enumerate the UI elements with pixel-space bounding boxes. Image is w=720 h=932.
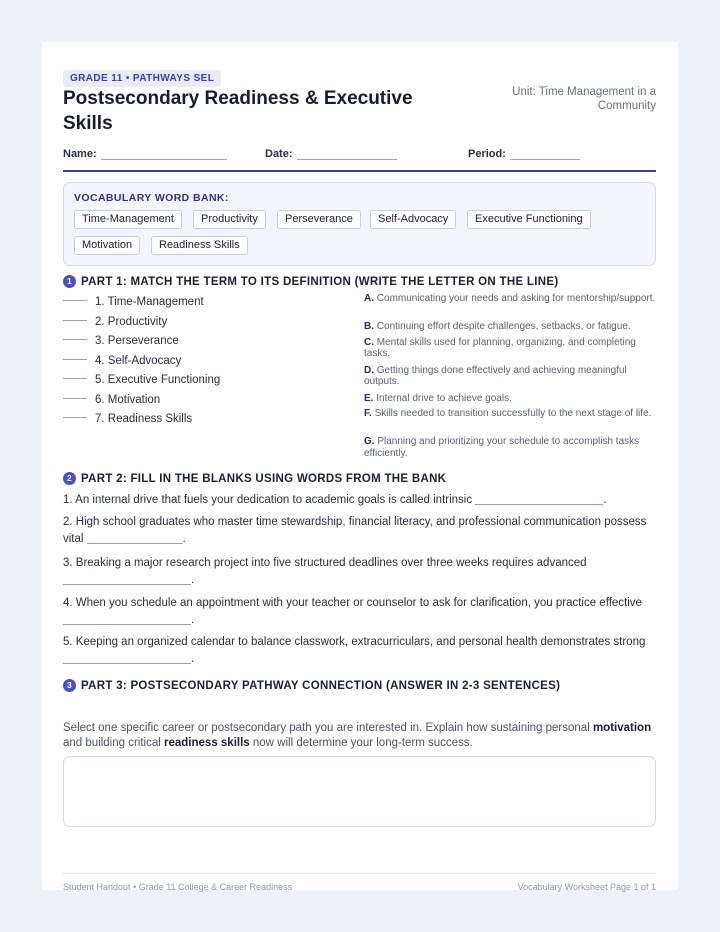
word-chip: Productivity [193, 210, 266, 229]
answer-blank[interactable] [63, 300, 87, 301]
part2-heading [63, 472, 446, 485]
part1-heading [63, 275, 558, 288]
term-label: 1. Time-Management [95, 296, 204, 308]
footer-left: Student Handout • Grade 11 College & Career Readiness [63, 882, 293, 892]
fill-blank[interactable] [63, 613, 191, 625]
fill-question [63, 634, 656, 668]
definition-letter: E. [364, 392, 374, 404]
term-label: 4. Self-Advocacy [95, 354, 182, 367]
term-label: 3. Perseverance [95, 335, 179, 347]
definition-text: Skills needed to transition successfully to the next stage of life. [374, 408, 652, 419]
prompt-bold: readiness skills [164, 736, 250, 749]
answer-blank[interactable] [63, 378, 87, 379]
definition-text: Getting things done effectively and achieving meaningful outputs. [364, 364, 627, 387]
term-item [63, 394, 160, 406]
term-label: 7. Readiness Skills [95, 413, 193, 425]
question-period: . [191, 653, 195, 665]
definition-letter: G. [364, 436, 375, 447]
definition-letter: C. [364, 336, 374, 348]
fill-question [63, 595, 656, 629]
word-bank-title: VOCABULARY WORD BANK: [74, 192, 229, 204]
definition-letter: F. [364, 408, 372, 419]
definition-text: Internal drive to achieve goals. [376, 392, 512, 404]
question-text: 2. High school graduates who master time stewardship, financial literacy, and professional communication possess [63, 516, 647, 528]
part1-number-badge: 1 [63, 275, 76, 288]
word-chip: Readiness Skills [151, 236, 248, 255]
answer-blank[interactable] [63, 359, 87, 360]
fill-blank[interactable] [87, 532, 183, 544]
name-field[interactable] [63, 148, 227, 160]
definition-item [364, 408, 656, 420]
fill-question [63, 555, 656, 589]
question-text: vital [63, 533, 84, 545]
fill-blank[interactable] [63, 652, 191, 664]
word-bank [63, 182, 656, 266]
term-item [63, 296, 204, 308]
term-item [63, 355, 181, 367]
student-info-row [63, 148, 656, 168]
definition-item [364, 365, 656, 388]
definition-item [364, 293, 656, 305]
footer-right: Vocabulary Worksheet Page 1 of 1 [517, 882, 656, 892]
question-text: 3. Breaking a major research project into five structured deadlines over three weeks requires advanced [63, 557, 587, 569]
worksheet-content [63, 68, 656, 892]
worksheet-page [42, 42, 678, 890]
part3-prompt [63, 721, 656, 750]
prompt-bold: motivation [592, 722, 652, 734]
answer-box[interactable] [63, 756, 656, 827]
answer-blank[interactable] [63, 339, 87, 340]
term-label: 6. Motivation [95, 393, 161, 406]
term-item [63, 335, 179, 347]
name-line[interactable] [101, 149, 227, 160]
question-text: 4. When you schedule an appointment with your teacher or counselor to ask for clarification, you practice effective [63, 597, 642, 609]
question-text: 5. Keeping an organized calendar to balance classwork, extracurriculars, and personal health demonstrates strong [63, 636, 646, 648]
prompt-text: and building critical [63, 736, 161, 749]
period-field[interactable] [468, 148, 580, 160]
date-field[interactable] [265, 148, 397, 160]
definition-letter: B. [364, 321, 374, 332]
word-chip: Self-Advocacy [370, 210, 456, 229]
page-title: Postsecondary Readiness & Executive Skills [63, 88, 413, 134]
header-divider [63, 170, 656, 172]
part2-number-badge: 2 [63, 472, 76, 485]
word-chip: Perseverance [277, 210, 361, 229]
unit-label: Unit: Time Management in a Community [512, 86, 656, 112]
word-chip: Motivation [74, 236, 140, 255]
prompt-text: now will determine your long-term success. [252, 736, 473, 749]
term-label: 5. Executive Functioning [95, 374, 221, 386]
fill-blank[interactable] [475, 493, 603, 505]
definition-item [364, 393, 656, 405]
definition-letter: D. [364, 364, 374, 376]
definition-item [364, 337, 656, 360]
part1-heading-text: PART 1: MATCH THE TERM TO ITS DEFINITION (WRITE THE LETTER ON THE LINE) [81, 276, 559, 288]
part3-number-badge: 3 [63, 679, 76, 692]
question-period: . [603, 494, 607, 506]
answer-blank[interactable] [63, 417, 87, 418]
period-label: Period: [468, 148, 506, 160]
word-chip: Time-Management [74, 210, 182, 229]
question-text: 1. An internal drive that fuels your dedication to academic goals is called intrinsic [63, 494, 473, 506]
definition-text: Communicating your needs and asking for mentorship/support. [376, 293, 656, 304]
part3-heading-text: PART 3: POSTSECONDARY PATHWAY CONNECTION (ANSWER IN 2-3 SENTENCES) [81, 680, 561, 692]
fill-question [63, 492, 656, 509]
prompt-text: Select one specific career or postsecondary path you are interested in. Explain how sustaining personal [63, 722, 590, 734]
grade-badge: GRADE 11 • PATHWAYS SEL [63, 70, 221, 87]
question-period: . [191, 574, 195, 586]
answer-blank[interactable] [63, 398, 87, 399]
definition-item [364, 436, 656, 459]
fill-blank[interactable] [63, 573, 191, 585]
term-item [63, 374, 220, 386]
definition-text: Planning and prioritizing your schedule to accomplish tasks efficiently. [364, 436, 640, 459]
term-item [63, 316, 167, 328]
date-label: Date: [265, 148, 293, 160]
name-label: Name: [63, 148, 97, 160]
definition-text: Continuing effort despite challenges, setbacks, or fatigue. [376, 321, 631, 332]
fill-question [63, 514, 656, 548]
term-item [63, 413, 192, 425]
definition-letter: A. [364, 293, 374, 304]
date-line[interactable] [297, 149, 397, 160]
definition-item [364, 321, 656, 333]
word-chip: Executive Functioning [467, 210, 591, 229]
question-period: . [191, 614, 195, 626]
definition-text: Mental skills used for planning, organizing, and completing tasks. [364, 336, 636, 359]
part3-heading [63, 679, 560, 692]
answer-blank[interactable] [63, 320, 87, 321]
footer-divider [63, 873, 656, 874]
period-line[interactable] [510, 149, 580, 160]
question-period: . [182, 533, 186, 545]
term-label: 2. Productivity [95, 315, 168, 328]
part2-heading-text: PART 2: FILL IN THE BLANKS USING WORDS FROM THE BANK [81, 473, 447, 485]
